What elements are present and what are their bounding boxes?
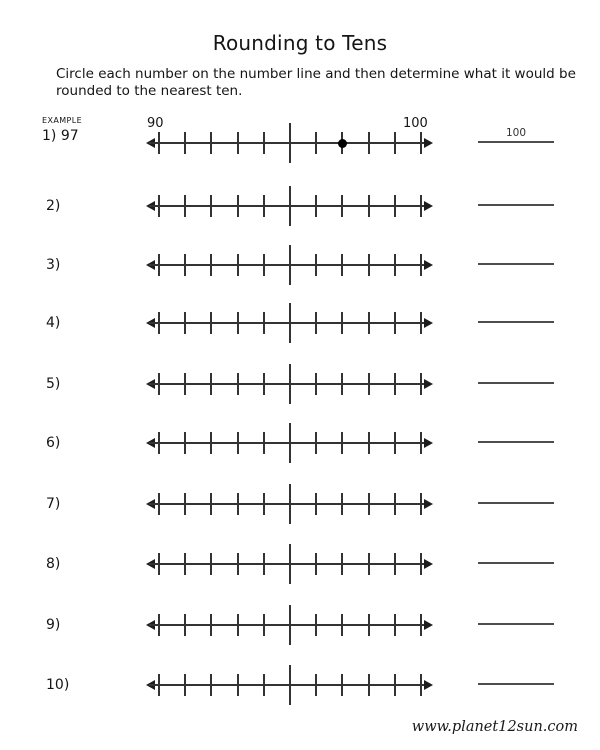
mid-tick — [289, 364, 291, 404]
problem-row — [0, 657, 600, 713]
tick — [158, 254, 160, 276]
tick — [210, 132, 212, 154]
tick — [420, 373, 422, 395]
tick — [210, 674, 212, 696]
tick — [368, 493, 370, 515]
tick — [158, 674, 160, 696]
answer-blank — [478, 562, 554, 564]
number-line — [146, 237, 433, 293]
tick — [394, 254, 396, 276]
tick — [210, 553, 212, 575]
number-line-start-label: 90 — [147, 116, 164, 131]
number-line-end-label: 100 — [403, 116, 428, 131]
tick — [394, 373, 396, 395]
tick — [184, 254, 186, 276]
problem-row — [0, 536, 600, 592]
tick — [394, 312, 396, 334]
tick — [341, 195, 343, 217]
tick — [184, 432, 186, 454]
tick — [394, 493, 396, 515]
tick — [237, 132, 239, 154]
tick — [237, 195, 239, 217]
tick — [158, 312, 160, 334]
problem-row-example — [0, 115, 600, 171]
tick — [237, 432, 239, 454]
answer-blank — [478, 204, 554, 206]
number-line — [146, 476, 433, 532]
tick — [184, 493, 186, 515]
tick — [263, 553, 265, 575]
problem-number: 8) — [46, 556, 61, 572]
problem-row — [0, 237, 600, 293]
tick — [368, 432, 370, 454]
tick — [341, 254, 343, 276]
tick — [210, 312, 212, 334]
mid-tick — [289, 123, 291, 163]
tick — [341, 553, 343, 575]
mid-tick — [289, 186, 291, 226]
tick — [237, 614, 239, 636]
tick — [368, 373, 370, 395]
tick — [184, 614, 186, 636]
instructions-line-2: rounded to the nearest ten. — [56, 82, 243, 99]
answer-blank — [478, 141, 554, 143]
tick — [184, 373, 186, 395]
problem-row — [0, 178, 600, 234]
problem-number: 10) — [46, 677, 70, 693]
tick — [210, 373, 212, 395]
tick — [394, 432, 396, 454]
tick — [184, 132, 186, 154]
problem-number: 3) — [46, 257, 61, 273]
tick — [263, 254, 265, 276]
tick — [315, 373, 317, 395]
tick — [420, 195, 422, 217]
number-line — [146, 597, 433, 653]
example-label: EXAMPLE — [42, 116, 83, 125]
number-line — [146, 536, 433, 592]
answer-blank — [478, 502, 554, 504]
tick — [315, 553, 317, 575]
tick — [341, 493, 343, 515]
problem-number: 6) — [46, 435, 61, 451]
tick — [263, 493, 265, 515]
tick — [420, 674, 422, 696]
tick — [368, 195, 370, 217]
tick — [315, 132, 317, 154]
tick — [158, 614, 160, 636]
tick — [315, 674, 317, 696]
tick — [420, 432, 422, 454]
answer-blank — [478, 321, 554, 323]
problem-number: 7) — [46, 496, 61, 512]
answer-value: 100 — [505, 127, 527, 139]
tick — [184, 312, 186, 334]
tick — [368, 614, 370, 636]
tick — [420, 312, 422, 334]
tick — [158, 493, 160, 515]
tick — [315, 312, 317, 334]
tick — [341, 432, 343, 454]
tick — [394, 614, 396, 636]
tick — [315, 254, 317, 276]
tick — [420, 132, 422, 154]
tick — [184, 553, 186, 575]
tick — [394, 195, 396, 217]
mid-tick — [289, 665, 291, 705]
tick — [210, 493, 212, 515]
answer-blank — [478, 441, 554, 443]
tick — [237, 553, 239, 575]
tick — [394, 674, 396, 696]
tick — [184, 195, 186, 217]
tick — [394, 553, 396, 575]
problem-number: 4) — [46, 315, 61, 331]
tick — [158, 553, 160, 575]
number-line — [146, 657, 433, 713]
tick — [315, 432, 317, 454]
problem-row — [0, 415, 600, 471]
problem-row — [0, 295, 600, 351]
problem-row — [0, 356, 600, 412]
tick — [237, 373, 239, 395]
tick — [368, 132, 370, 154]
tick — [210, 254, 212, 276]
footer-url: www.planet12sun.com — [411, 719, 578, 735]
mid-tick — [289, 484, 291, 524]
tick — [263, 674, 265, 696]
tick — [420, 553, 422, 575]
tick — [341, 312, 343, 334]
tick — [420, 493, 422, 515]
number-line — [146, 415, 433, 471]
tick — [263, 373, 265, 395]
tick — [237, 312, 239, 334]
tick — [315, 195, 317, 217]
problem-row — [0, 476, 600, 532]
tick — [368, 553, 370, 575]
tick — [210, 195, 212, 217]
tick — [368, 312, 370, 334]
tick — [263, 432, 265, 454]
problem-number: 9) — [46, 617, 61, 633]
mid-tick — [289, 605, 291, 645]
tick — [263, 195, 265, 217]
number-line — [146, 178, 433, 234]
answer-blank — [478, 683, 554, 685]
number-line — [146, 115, 433, 171]
mid-tick — [289, 544, 291, 584]
tick — [263, 312, 265, 334]
tick — [158, 373, 160, 395]
answer-blank — [478, 263, 554, 265]
tick — [368, 254, 370, 276]
mid-tick — [289, 423, 291, 463]
problem-number: 1) 97 — [42, 128, 79, 144]
number-line — [146, 295, 433, 351]
mid-tick — [289, 245, 291, 285]
marked-point-dot — [338, 139, 347, 148]
tick — [315, 614, 317, 636]
instructions-line-1: Circle each number on the number line and then determine what it would be — [56, 66, 576, 82]
tick — [263, 132, 265, 154]
tick — [158, 195, 160, 217]
mid-tick — [289, 303, 291, 343]
tick — [237, 674, 239, 696]
tick — [184, 674, 186, 696]
tick — [420, 254, 422, 276]
tick — [315, 493, 317, 515]
tick — [210, 614, 212, 636]
tick — [210, 432, 212, 454]
tick — [341, 614, 343, 636]
tick — [237, 493, 239, 515]
instructions — [56, 66, 576, 99]
problem-number: 2) — [46, 198, 61, 214]
number-line — [146, 356, 433, 412]
answer-blank — [478, 382, 554, 384]
tick — [341, 674, 343, 696]
problem-number: 5) — [46, 376, 61, 392]
tick — [158, 132, 160, 154]
tick — [237, 254, 239, 276]
tick — [368, 674, 370, 696]
page-title: Rounding to Tens — [212, 31, 388, 55]
tick — [394, 132, 396, 154]
tick — [341, 373, 343, 395]
tick — [420, 614, 422, 636]
problem-row — [0, 597, 600, 653]
tick — [158, 432, 160, 454]
answer-blank — [478, 623, 554, 625]
tick — [263, 614, 265, 636]
